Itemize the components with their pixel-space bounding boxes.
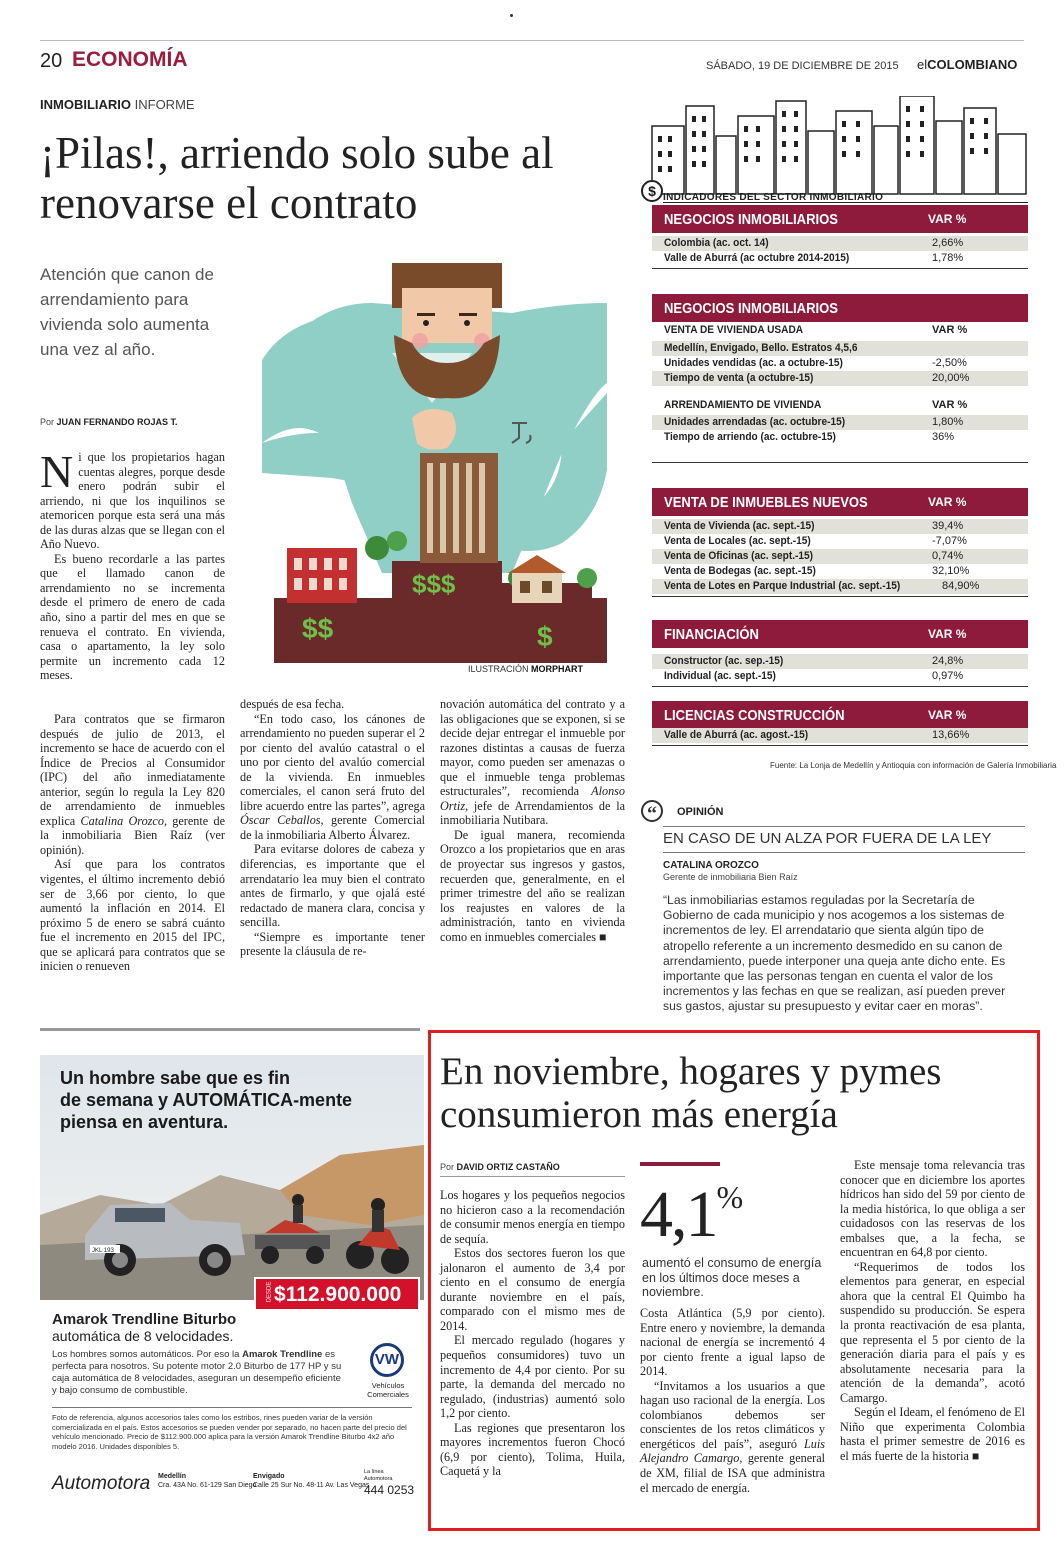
dollar-sign-medium: $$ xyxy=(302,613,334,644)
byline-rule xyxy=(440,1176,625,1177)
quote-icon: “ xyxy=(641,800,663,822)
article-column-1: Ni que los propietarios hagan cuentas alegres, porque desde enero podrán subir el arriendo, ni que los inquilinos se atemoricen porque esta será una más de las duras alzas que se llegan con el Año Nuevo. Es bueno recordarle a las partes que el llamado canon de arrendamiento no se incrementa desde el primero de enero de cada año, sino a partir del mes en que se renueva el contrato. En vivienda, casa o apartamento, la ley solo permite un incremento cada 12 meses. xyxy=(40,446,225,683)
vw-logo-icon: VW xyxy=(370,1343,404,1377)
dollar-sign-small: $ xyxy=(537,621,553,652)
indicator-row: Valle de Aburrá (ac octubre 2014-2015) 1,78% xyxy=(664,252,964,264)
dealer-phone: 444 0253 xyxy=(364,1483,415,1497)
car-advertisement xyxy=(40,1055,424,1525)
indicator-row: Venta de Lotes en Parque Industrial (ac. sept.-15) 84,90% xyxy=(652,579,1028,594)
stat-caption: aumentó el consumo de energía en los últimos doce meses a noviembre. xyxy=(642,1256,822,1299)
indicator-box-header: VENTA DE INMUEBLES NUEVOS VAR % xyxy=(652,488,1028,516)
article-deck: Atención que canon de arrendamiento para vivienda solo aumenta una vez al año. xyxy=(40,265,214,359)
ad-headline: Un hombre sabe que es fin de semana y AUTOMÁTICA-mente piensa en aventura. xyxy=(60,1068,353,1132)
box-bottom-rule xyxy=(652,686,1028,687)
box-bottom-rule xyxy=(652,596,1028,597)
box-bottom-rule xyxy=(652,745,1028,746)
indicator-row: Valle de Aburrá (ac. agost.-15) 13,66% xyxy=(652,728,1028,743)
indicator-box-header: FINANCIACIÓN VAR % xyxy=(652,620,1028,648)
box-bottom-rule xyxy=(652,268,1028,269)
section-name: ECONOMÍA xyxy=(72,48,188,71)
opinion-rule xyxy=(663,852,1025,853)
top-dot xyxy=(510,14,513,17)
indicator-row: Colombia (ac. oct. 14) 2,66% xyxy=(652,236,1028,251)
article2-column-1: Los hogares y los pequeños negocios no hicieron caso a la recomendación de consumir menos energía en tiempo de sequía. Estos dos sectores fueron los que jalonaron el aumento de 3,4 por ciento en el consumo de energía durante noviembre en el país, comparado con el mismo mes de 2014. El mercado regulado (hogares y pequeños consumidores) tuvo un incremento de 4,4 por ciento. Por su parte, la demanda del mercado no regulado, (industrias) aumentó solo 1,2 por ciento. Las regiones que presentaron los mayores incrementos fueron Chocó (6,9 por ciento), Tolima, Huila, Caquetá y la xyxy=(440,1188,625,1479)
city-skyline-icon xyxy=(650,96,1028,196)
vw-label: Vehículos Comerciales xyxy=(367,1381,409,1399)
stat-number: 4,1% xyxy=(640,1178,742,1251)
article-column-2: después de esa fecha. “En todo caso, los cánones de arrendamiento no pueden superar el 2 por ciento del avalúo catastral o el uno por ciento del avalúo comercial de la vivienda. En inmuebles comerciales, el canon será fruto del libre acuerdo entre las partes”, agrega Óscar Ceballos, gerente Comercial de la inmobiliaria Alberto Álvarez. Para evitarse dolores de cabeza y diferencias, es importante que el arrendatario lea muy bien el contrato antes de firmarlo, y que ojalá esté redactado de manera clara, concisa y sencilla. “Siempre es importante tener presente la cláusula de re- xyxy=(240,697,426,959)
header-rule xyxy=(40,40,1024,41)
license-plate: JKL 193 xyxy=(92,1248,114,1254)
article2-column-3: Este mensaje toma relevancia tras conocer que en diciembre los aportes hídricos han sido del 59 por ciento de la media histórica, lo que obliga a ser cuidadosos con las reservas de los embalses que, a la fecha, se encuentran en 64,8 por ciento. “Requerimos de todos los elementos para generar, en especial ahora que la central El Quimbo ha suspendido su producción. Se espera la pronta reactivación de esa planta, que representa el 5 por ciento de la generación diaria para el país y es absolutamente necesaria para la atención de la demanda”, acotó Camargo. Según el Ideam, el fenómeno de El Niño que experimenta Colombia hasta el primer semestre de 2016 es el más fuerte de la historia ■ xyxy=(840,1158,1025,1463)
man-buildings-illustration xyxy=(262,243,607,663)
illustration xyxy=(262,243,607,663)
illustration-credit: ILUSTRACIÓN MORPHART xyxy=(468,664,584,674)
dollar-sign-large: $$$ xyxy=(412,569,456,599)
dealer-location-1: Medellín Cra. 43A No. 61-129 San Diego xyxy=(158,1473,257,1489)
ad-disclaimer: Foto de referencia, algunos accesorios tales como los estribos, rines pueden variar de la versión comercializada en el país. Estos accesorios se pueden vender por separado, no hacen parte del precio del vehículo mencionado. Precio de $112.900.000 aplica para la versión Amarok Trendline Biturbo 4x2 año modelo 2016. Unidades disponibles 5. xyxy=(52,1413,407,1451)
indicator-row: Individual (ac. sept.-15) 0,97% xyxy=(664,670,964,682)
indicator-row: Tiempo de arriendo (ac. octubre-15) 36% xyxy=(664,431,955,443)
indicator-row: Unidades vendidas (ac. a octubre-15) -2,50% xyxy=(664,357,967,369)
indicator-row: Venta de Oficinas (ac. sept.-15) 0,74% xyxy=(652,549,1028,564)
opinion-author-role: Gerente de inmobiliaria Bien Raíz xyxy=(663,872,798,882)
indicator-subheader: ARRENDAMIENTO DE VIVIENDA VAR % xyxy=(664,399,968,411)
model-subtitle: automática de 8 velocidades. xyxy=(52,1328,234,1344)
indicators-label: INDICADORES DEL SECTOR INMOBILIARIO xyxy=(663,192,884,203)
opinion-body: “Las inmobiliarias estamos reguladas por la Secretaría de Gobierno de cada municipio y nos acogemos a los sistemas de incrementos de ley. El arrendatario que sienta algún tipo de atropello referente a un incremento desmedido en su canon de arrendamiento, puede interponer una queja ante dicho ente. Es importante que las personas tengan en cuenta el valor de los incrementos y las fechas en que se realizan, así pueden prever sus gastos, ajustar su presupuesto y evitar caer en moras”. xyxy=(663,893,1006,1014)
article-column-1-lower: Para contratos que se firmaron después de julio de 2013, el incremento se hace de acuerdo con el Índice de Precios al Consumidor (IPC) del año inmediatamente anterior, según lo regula la Ley 820 de arrendamiento de inmuebles explica Catalina Orozco, gerente de la inmobiliaria Bien Raíz (ver opinión). Así que para los contratos vigentes, el último incremento debió ser de 3,66 por ciento, lo que aumentó la inflación en 2014. El próximo 5 de enero se sabrá cuánto fue el incremento en 2015 del IPC, que se aplicará para contratos que se inicien o renueven xyxy=(40,712,225,974)
ad-body: Los hombres somos automáticos. Por eso la Amarok Trendline es perfecta para nosotros. Su potente motor 2.0 Biturbo de 177 HP y su caja automática de 8 velocidades, aseguran un desempeño eficiente y bajo consumo de combustible. xyxy=(52,1349,342,1396)
dropcap: N xyxy=(40,446,74,497)
dealer-location-2: Envigado Calle 25 Sur No. 48-11 Av. Las Vegas xyxy=(253,1473,370,1489)
price-tag: DESDE $112.900.000 xyxy=(254,1277,420,1311)
model-name: Amarok Trendline Biturbo xyxy=(52,1311,237,1328)
indicator-row: Venta de Locales (ac. sept.-15) -7,07% xyxy=(664,535,967,547)
dealer-phone-label: La línea Automotora xyxy=(364,1469,393,1482)
indicator-subheader: VENTA DE VIVIENDA USADA VAR % xyxy=(664,324,968,336)
article-byline: Por JUAN FERNANDO ROJAS T. xyxy=(40,417,178,427)
article2-column-2: Costa Atlántica (5,9 por ciento). Entre enero y noviembre, la demanda nacional de energía se incrementó 4 por ciento frente a igual lapso de 2014. “Invitamos a los usuarios a que hagan uso racional de la energía. Los colombianos debemos ser conscientes de los retos climáticos y energéticos del país”, aseguró Luis Alejandro Camargo, gerente general de XM, filial de ISA que administra el mercado de energía. xyxy=(640,1306,825,1495)
article2-headline: En noviembre, hogares y pymes consumieron más energía xyxy=(440,1050,942,1136)
opinion-rule xyxy=(663,826,1025,827)
section-rule xyxy=(40,1028,420,1031)
dealer-logo: Automotora xyxy=(52,1473,151,1494)
article2-byline: Por DAVID ORTIZ CASTAÑO xyxy=(440,1162,560,1172)
ad-disclaimer-rule xyxy=(52,1407,412,1408)
opinion-title: EN CASO DE UN ALZA POR FUERA DE LA LEY xyxy=(663,830,992,847)
indicator-box-header: NEGOCIOS INMOBILIARIOS VAR % xyxy=(652,205,1028,233)
box-bottom-rule xyxy=(652,462,1028,463)
article-headline: ¡Pilas!, arriendo solo sube al renovarse el contrato xyxy=(40,128,554,228)
indicator-row: Tiempo de venta (a octubre-15) 20,00% xyxy=(652,371,1028,386)
page-number: 20 xyxy=(40,50,63,72)
newspaper-logo: elCOLOMBIANO xyxy=(917,57,1018,72)
indicator-row: Venta de Vivienda (ac. sept.-15) 39,4% xyxy=(652,519,1028,534)
article-kicker: INMOBILIARIO INFORME xyxy=(40,97,195,112)
indicator-box-header: NEGOCIOS INMOBILIARIOS xyxy=(652,294,1028,322)
issue-date: SÁBADO, 19 DE DICIEMBRE DE 2015 xyxy=(706,60,899,72)
indicator-box-header: LICENCIAS CONSTRUCCIÓN VAR % xyxy=(652,701,1028,729)
opinion-author: CATALINA OROZCO xyxy=(663,860,759,871)
indicators-source: Fuente: La Lonja de Medellín y Antioquia con información de Galería Inmobiliaria xyxy=(770,761,1057,770)
opinion-tag: OPINIÓN xyxy=(677,806,724,818)
dollar-circle-icon: $ xyxy=(641,180,663,202)
indicator-row: Medellín, Envigado, Bello. Estratos 4,5,6 xyxy=(652,341,1028,356)
article-column-3: novación automática del contrato y a las obligaciones que se exponen, si se decide dejar entregar el inmueble por razones distintas a causas de fuerza mayor, como pueden ser amenazas o que el inmueble tenga problemas estructurales”, recomienda Alonso Ortiz, jefe de Arrendamientos de la inmobiliaria Nutibara. De igual manera, recomienda Orozco a los propietarios que en aras de proyectar sus ingresos y gastos, recuerden que, generalmente, en el primer trimestre del año se realizan los reajustes en valores de la administración, tanto en vivienda como en inmuebles comerciales ■ xyxy=(440,697,625,944)
indicator-row: Constructor (ac. sep.-15) 24,8% xyxy=(652,654,1028,669)
indicator-row: Unidades arrendadas (ac. octubre-15) 1,80% xyxy=(652,415,1028,430)
stat-rule xyxy=(640,1162,720,1166)
indicator-row: Venta de Bodegas (ac. sept.-15) 32,10% xyxy=(664,565,970,577)
